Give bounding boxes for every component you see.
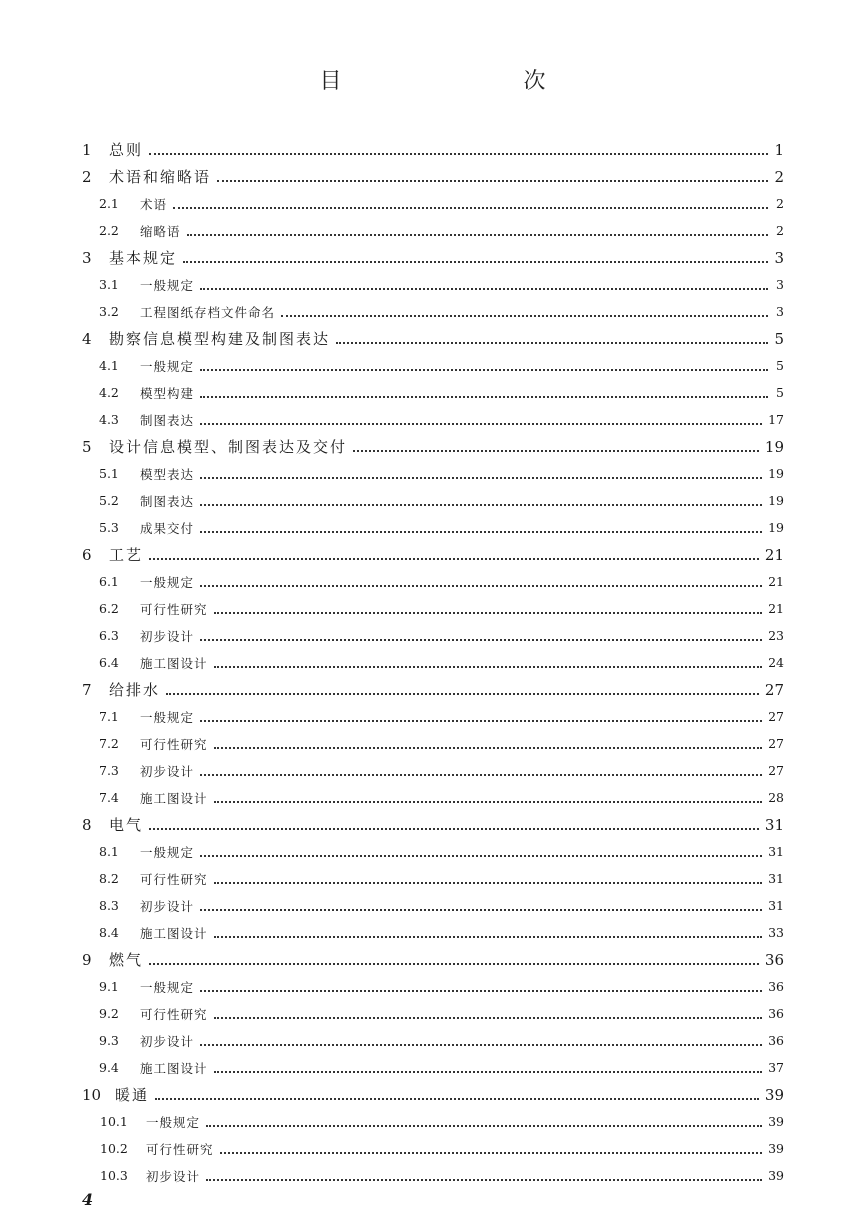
dot-leader <box>200 423 762 425</box>
dot-leader <box>200 369 768 371</box>
toc-entry-label: 制图表达 <box>140 412 195 428</box>
dot-leader <box>200 990 762 992</box>
toc-entry-page: 36 <box>768 979 784 994</box>
toc-entry-label: 燃气 <box>109 951 144 969</box>
toc-entry-label: 可行性研究 <box>140 871 208 887</box>
toc-entry-label: 成果交付 <box>140 520 195 536</box>
toc-section-entry[interactable] <box>82 865 784 892</box>
dot-leader <box>206 1179 762 1181</box>
toc-chapter-entry[interactable] <box>82 136 784 163</box>
toc-entry-number: 6.2 <box>99 601 119 616</box>
toc-entry-page: 39 <box>768 1114 784 1129</box>
toc-chapter-entry[interactable] <box>82 325 784 352</box>
toc-entry-page: 28 <box>768 790 784 805</box>
toc-entry-number: 8.3 <box>99 898 119 913</box>
toc-entry-page: 27 <box>768 763 784 778</box>
toc-section-entry[interactable] <box>82 784 784 811</box>
toc-chapter-entry[interactable] <box>82 541 784 568</box>
dot-leader <box>200 531 762 533</box>
toc-entry-page: 36 <box>768 1006 784 1021</box>
toc-entry-number: 8.4 <box>99 925 119 940</box>
toc-entry-number: 3.1 <box>99 277 119 292</box>
toc-entry-page: 39 <box>768 1141 784 1156</box>
toc-entry-number: 2.2 <box>99 223 119 238</box>
toc-entry-number: 10.3 <box>100 1168 128 1183</box>
toc-entry-page: 23 <box>768 628 784 643</box>
toc-entry-page: 2 <box>776 196 784 211</box>
toc-entry-label: 初步设计 <box>140 763 195 779</box>
toc-entry-page: 5 <box>774 329 784 348</box>
toc-entry-number: 7.1 <box>99 709 119 724</box>
toc-entry-number: 10.2 <box>100 1141 128 1156</box>
toc-section-entry[interactable] <box>82 649 784 676</box>
toc-entry-page: 39 <box>768 1168 784 1183</box>
toc-section-entry[interactable] <box>82 730 784 757</box>
dot-leader <box>183 261 768 263</box>
toc-section-entry[interactable] <box>82 1027 784 1054</box>
toc-entry-label: 模型构建 <box>140 385 195 401</box>
toc-entry-label: 施工图设计 <box>140 1060 208 1076</box>
toc-entry-number: 9.4 <box>99 1060 119 1075</box>
toc-entry-page: 36 <box>768 1033 784 1048</box>
toc-entry-number: 8.2 <box>99 871 119 886</box>
toc-chapter-entry[interactable] <box>82 244 784 271</box>
toc-entry-page: 24 <box>768 655 784 670</box>
toc-section-entry[interactable] <box>82 460 784 487</box>
toc-entry-number: 8 <box>82 815 92 834</box>
toc-entry-label: 暖通 <box>115 1086 150 1104</box>
toc-entry-label: 设计信息模型、制图表达及交付 <box>109 438 348 456</box>
dot-leader <box>149 828 759 830</box>
toc-section-entry[interactable] <box>82 595 784 622</box>
toc-entry-page: 5 <box>776 358 784 373</box>
dot-leader <box>200 396 768 398</box>
toc-entry-label: 勘察信息模型构建及制图表达 <box>109 330 331 348</box>
dot-leader <box>200 720 762 722</box>
toc-entry-label: 可行性研究 <box>140 1006 208 1022</box>
toc-entry-label: 可行性研究 <box>146 1141 214 1157</box>
toc-entry-number: 6 <box>82 545 92 564</box>
toc-chapter-entry[interactable] <box>82 946 784 973</box>
toc-entry-page: 31 <box>764 815 784 834</box>
dot-leader <box>200 909 762 911</box>
dot-leader <box>214 936 763 938</box>
toc-entry-label: 工程图纸存档文件命名 <box>140 304 276 320</box>
dot-leader <box>353 450 759 452</box>
toc-entry-page: 19 <box>768 520 784 535</box>
dot-leader <box>336 342 768 344</box>
toc-section-entry[interactable] <box>82 217 784 244</box>
toc-section-entry[interactable] <box>82 487 784 514</box>
toc-section-entry[interactable] <box>82 298 784 325</box>
dot-leader <box>173 207 768 209</box>
toc-entry-page: 31 <box>768 898 784 913</box>
toc-entry-page: 1 <box>774 140 784 159</box>
dot-leader <box>214 1071 763 1073</box>
toc-entry-number: 5.1 <box>99 466 119 481</box>
dot-leader <box>200 288 768 290</box>
toc-entry-label: 初步设计 <box>140 1033 195 1049</box>
dot-leader <box>155 1098 759 1100</box>
toc-entry-label: 初步设计 <box>140 628 195 644</box>
dot-leader <box>214 1017 763 1019</box>
toc-entry-page: 19 <box>768 493 784 508</box>
toc-entry-page: 3 <box>776 277 784 292</box>
toc-entry-number: 9.1 <box>99 979 119 994</box>
toc-section-entry[interactable] <box>82 406 784 433</box>
dot-leader <box>200 855 762 857</box>
toc-entry-page: 31 <box>768 844 784 859</box>
dot-leader <box>217 180 768 182</box>
page-title: 目 次 <box>319 69 592 94</box>
toc-entry-number: 10 <box>82 1085 102 1104</box>
dot-leader <box>149 558 759 560</box>
toc-entry-label: 模型表达 <box>140 466 195 482</box>
toc-entry-page: 21 <box>768 601 784 616</box>
dot-leader <box>214 801 763 803</box>
dot-leader <box>200 477 762 479</box>
toc-entry-page: 33 <box>768 925 784 940</box>
toc-section-entry[interactable] <box>82 379 784 406</box>
toc-entry-number: 4.3 <box>99 412 119 427</box>
toc-section-entry[interactable] <box>82 1054 784 1081</box>
toc-section-entry[interactable] <box>82 1108 784 1135</box>
toc-entry-number: 6.1 <box>99 574 119 589</box>
toc-entry-label: 一般规定 <box>140 358 195 374</box>
footer-page-number: 4 <box>82 1190 94 1209</box>
dot-leader <box>214 666 763 668</box>
toc-entry-page: 3 <box>776 304 784 319</box>
toc-entry-number: 6.3 <box>99 628 119 643</box>
toc-section-entry[interactable] <box>82 703 784 730</box>
dot-leader <box>200 504 762 506</box>
toc-entry-number: 1 <box>82 140 92 159</box>
toc-entry-label: 一般规定 <box>146 1114 201 1130</box>
toc-entry-page: 19 <box>768 466 784 481</box>
toc-entry-page: 27 <box>764 680 784 699</box>
toc-section-entry[interactable] <box>82 1000 784 1027</box>
toc-entry-number: 9.3 <box>99 1033 119 1048</box>
toc-entry-number: 5 <box>82 437 92 456</box>
toc-entry-label: 术语 <box>140 196 168 212</box>
toc-chapter-entry[interactable] <box>82 163 784 190</box>
toc-entry-number: 9.2 <box>99 1006 119 1021</box>
toc-entry-number: 9 <box>82 950 92 969</box>
dot-leader <box>149 963 759 965</box>
toc-entry-page: 27 <box>768 709 784 724</box>
toc-entry-label: 制图表达 <box>140 493 195 509</box>
toc-entry-number: 10.1 <box>100 1114 128 1129</box>
dot-leader <box>200 585 762 587</box>
toc-entry-page: 27 <box>768 736 784 751</box>
dot-leader <box>214 747 763 749</box>
dot-leader <box>149 153 768 155</box>
toc-entry-label: 术语和缩略语 <box>109 168 212 186</box>
toc-entry-page: 21 <box>764 545 784 564</box>
toc-entry-page: 2 <box>776 223 784 238</box>
toc-entry-number: 7 <box>82 680 92 699</box>
dot-leader <box>187 234 768 236</box>
toc-entry-number: 5.3 <box>99 520 119 535</box>
dot-leader <box>166 693 759 695</box>
toc-entry-label: 施工图设计 <box>140 925 208 941</box>
toc-entry-page: 3 <box>774 248 784 267</box>
toc-entry-number: 4.2 <box>99 385 119 400</box>
toc-entry-label: 工艺 <box>109 546 144 564</box>
toc-chapter-entry[interactable] <box>82 433 784 460</box>
dot-leader <box>214 612 763 614</box>
toc-entry-label: 可行性研究 <box>140 601 208 617</box>
toc-entry-number: 4.1 <box>99 358 119 373</box>
toc-chapter-entry[interactable] <box>82 676 784 703</box>
toc-entry-page: 39 <box>764 1085 784 1104</box>
toc-entry-label: 电气 <box>109 816 144 834</box>
toc-entry-label: 一般规定 <box>140 844 195 860</box>
dot-leader <box>220 1152 763 1154</box>
toc-entry-number: 7.4 <box>99 790 119 805</box>
toc-entry-label: 给排水 <box>109 681 161 699</box>
toc-entry-label: 施工图设计 <box>140 655 208 671</box>
dot-leader <box>206 1125 762 1127</box>
toc-section-entry[interactable] <box>82 514 784 541</box>
toc-entry-label: 缩略语 <box>140 223 181 239</box>
toc-section-entry[interactable] <box>82 190 784 217</box>
toc-entry-number: 7.3 <box>99 763 119 778</box>
toc-entry-number: 6.4 <box>99 655 119 670</box>
toc-entry-number: 5.2 <box>99 493 119 508</box>
toc-section-entry[interactable] <box>82 271 784 298</box>
toc-section-entry[interactable] <box>82 973 784 1000</box>
toc-section-entry[interactable] <box>82 622 784 649</box>
toc-entry-page: 37 <box>768 1060 784 1075</box>
toc-entry-label: 初步设计 <box>140 898 195 914</box>
toc-entry-page: 36 <box>764 950 784 969</box>
dot-leader <box>200 774 762 776</box>
toc-section-entry[interactable] <box>82 1135 784 1162</box>
toc-section-entry[interactable] <box>82 568 784 595</box>
toc-entry-label: 一般规定 <box>140 709 195 725</box>
toc-entry-label: 一般规定 <box>140 979 195 995</box>
toc-entry-label: 施工图设计 <box>140 790 208 806</box>
toc-entry-number: 7.2 <box>99 736 119 751</box>
dot-leader <box>200 1044 762 1046</box>
toc-entry-label: 总则 <box>109 141 144 159</box>
toc-chapter-entry[interactable] <box>82 1081 784 1108</box>
toc-section-entry[interactable] <box>82 1162 784 1189</box>
toc-entry-page: 21 <box>768 574 784 589</box>
toc-entry-page: 2 <box>774 167 784 186</box>
toc-section-entry[interactable] <box>82 838 784 865</box>
toc-entry-number: 4 <box>82 329 92 348</box>
toc-entry-label: 初步设计 <box>146 1168 201 1184</box>
dot-leader <box>214 882 763 884</box>
toc-section-entry[interactable] <box>82 919 784 946</box>
toc-entry-number: 8.1 <box>99 844 119 859</box>
toc-entry-number: 2.1 <box>99 196 119 211</box>
toc-entry-page: 19 <box>764 437 784 456</box>
toc-section-entry[interactable] <box>82 892 784 919</box>
toc-entry-number: 3.2 <box>99 304 119 319</box>
dot-leader <box>200 639 762 641</box>
toc-entry-number: 2 <box>82 167 92 186</box>
toc-entry-label: 基本规定 <box>109 249 178 267</box>
table-of-contents <box>82 136 784 1189</box>
toc-entry-label: 可行性研究 <box>140 736 208 752</box>
toc-entry-page: 5 <box>776 385 784 400</box>
toc-entry-label: 一般规定 <box>140 277 195 293</box>
toc-entry-number: 3 <box>82 248 92 267</box>
toc-entry-page: 17 <box>768 412 784 427</box>
toc-section-entry[interactable] <box>82 352 784 379</box>
toc-entry-page: 31 <box>768 871 784 886</box>
dot-leader <box>281 315 768 317</box>
toc-section-entry[interactable] <box>82 757 784 784</box>
toc-chapter-entry[interactable] <box>82 811 784 838</box>
toc-entry-label: 一般规定 <box>140 574 195 590</box>
